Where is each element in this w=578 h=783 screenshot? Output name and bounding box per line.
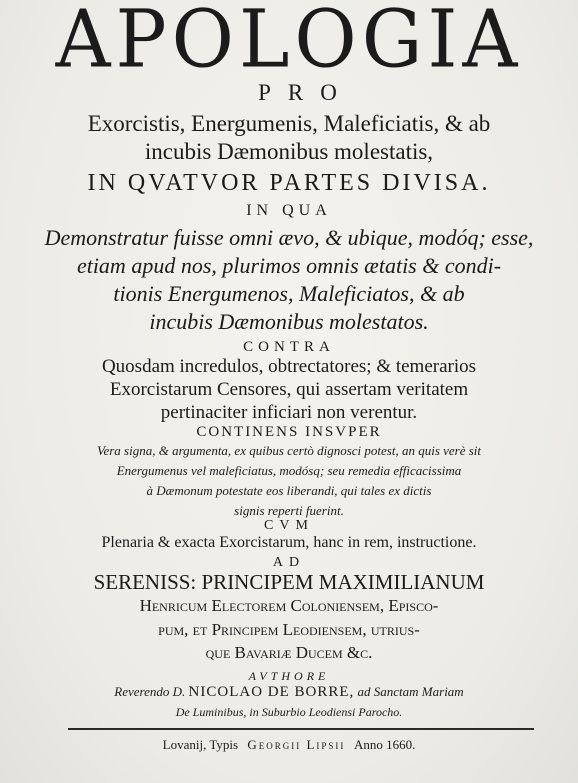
insuper-line-2: Energumenus vel maleficiatus, modósq; seu remedia efficacissima <box>116 463 462 478</box>
author-line-1 <box>0 684 578 701</box>
continens-heading: CONTINENS INSVPER <box>196 424 382 440</box>
cum-line: Plenaria & exacta Exorcistarum, hanc in rem, instructione. <box>101 534 477 551</box>
insuper-line-1: Vera signa, & argumenta, ex quibus certò dignosci potest, an quis verè sit <box>96 443 482 458</box>
author-name: NICOLAO DE BORRE, <box>188 684 355 700</box>
subtitle-line-1: Exorcistis, Energumenis, Maleficiatis, & ab <box>87 111 491 136</box>
argument-line-3: tionis Energumenos, Maleficiatos, & ab <box>113 281 465 306</box>
dedication-line-3: pum, et Principem Leodiensem, utrius- <box>158 620 420 639</box>
contra-heading: CONTRA <box>243 339 335 355</box>
contra-line-3: pertinaciter inficiari non verentur. <box>160 402 418 423</box>
book-title: APOLOGIA <box>55 0 523 86</box>
author-line-2: De Luminibus, in Suburbio Leodiensi Parocho. <box>175 705 403 719</box>
dedication-line-2: Henricum Electorem Coloniensem, Episco- <box>139 596 439 615</box>
in-qua-heading: IN QUA <box>246 202 332 219</box>
dedication-line-1: SERENISS: PRINCIPEM MAXIMILIANUM <box>93 570 485 594</box>
pro-heading: PRO <box>258 80 354 105</box>
imprint-line <box>0 737 578 753</box>
argument-line-4: incubis Dæmonibus molestatos. <box>149 309 429 334</box>
imprint-place: Lovanij, Typis <box>162 737 239 752</box>
insuper-line-3: à Dæmonum potestate eos liberandi, qui tales ex dictis <box>146 483 432 498</box>
insuper-line-4: signis reperti fuerint. <box>234 503 344 518</box>
subtitle-line-2: incubis Dæmonibus molestatis, <box>144 139 434 164</box>
cum-heading: CVM <box>264 518 314 533</box>
argument-line-1: Demonstratur fuisse omni ævo, & ubique, modóq; esse, <box>44 225 534 250</box>
dedication-line-4: que Bavariæ Ducem &c. <box>205 643 373 662</box>
author-prefix: Reverendo D. <box>114 684 186 699</box>
ad-heading: AD <box>272 555 306 570</box>
authore-heading: AVTHORE <box>248 669 330 683</box>
contra-line-2: Exorcistarum Censores, qui assertam veritatem <box>109 379 469 400</box>
author-suffix: ad Sanctam Mariam <box>357 684 464 699</box>
contra-line-1: Quosdam incredulos, obtrectatores; & temerarios <box>101 356 477 377</box>
imprint-year: Anno 1660. <box>353 737 416 752</box>
imprint-rule <box>68 728 534 730</box>
division-heading: IN QVATVOR PARTES DIVISA. <box>87 170 491 196</box>
imprint-printer: Georgii Lipsii <box>247 737 346 752</box>
argument-line-2: etiam apud nos, plurimos omnis ætatis & condi- <box>76 253 502 278</box>
